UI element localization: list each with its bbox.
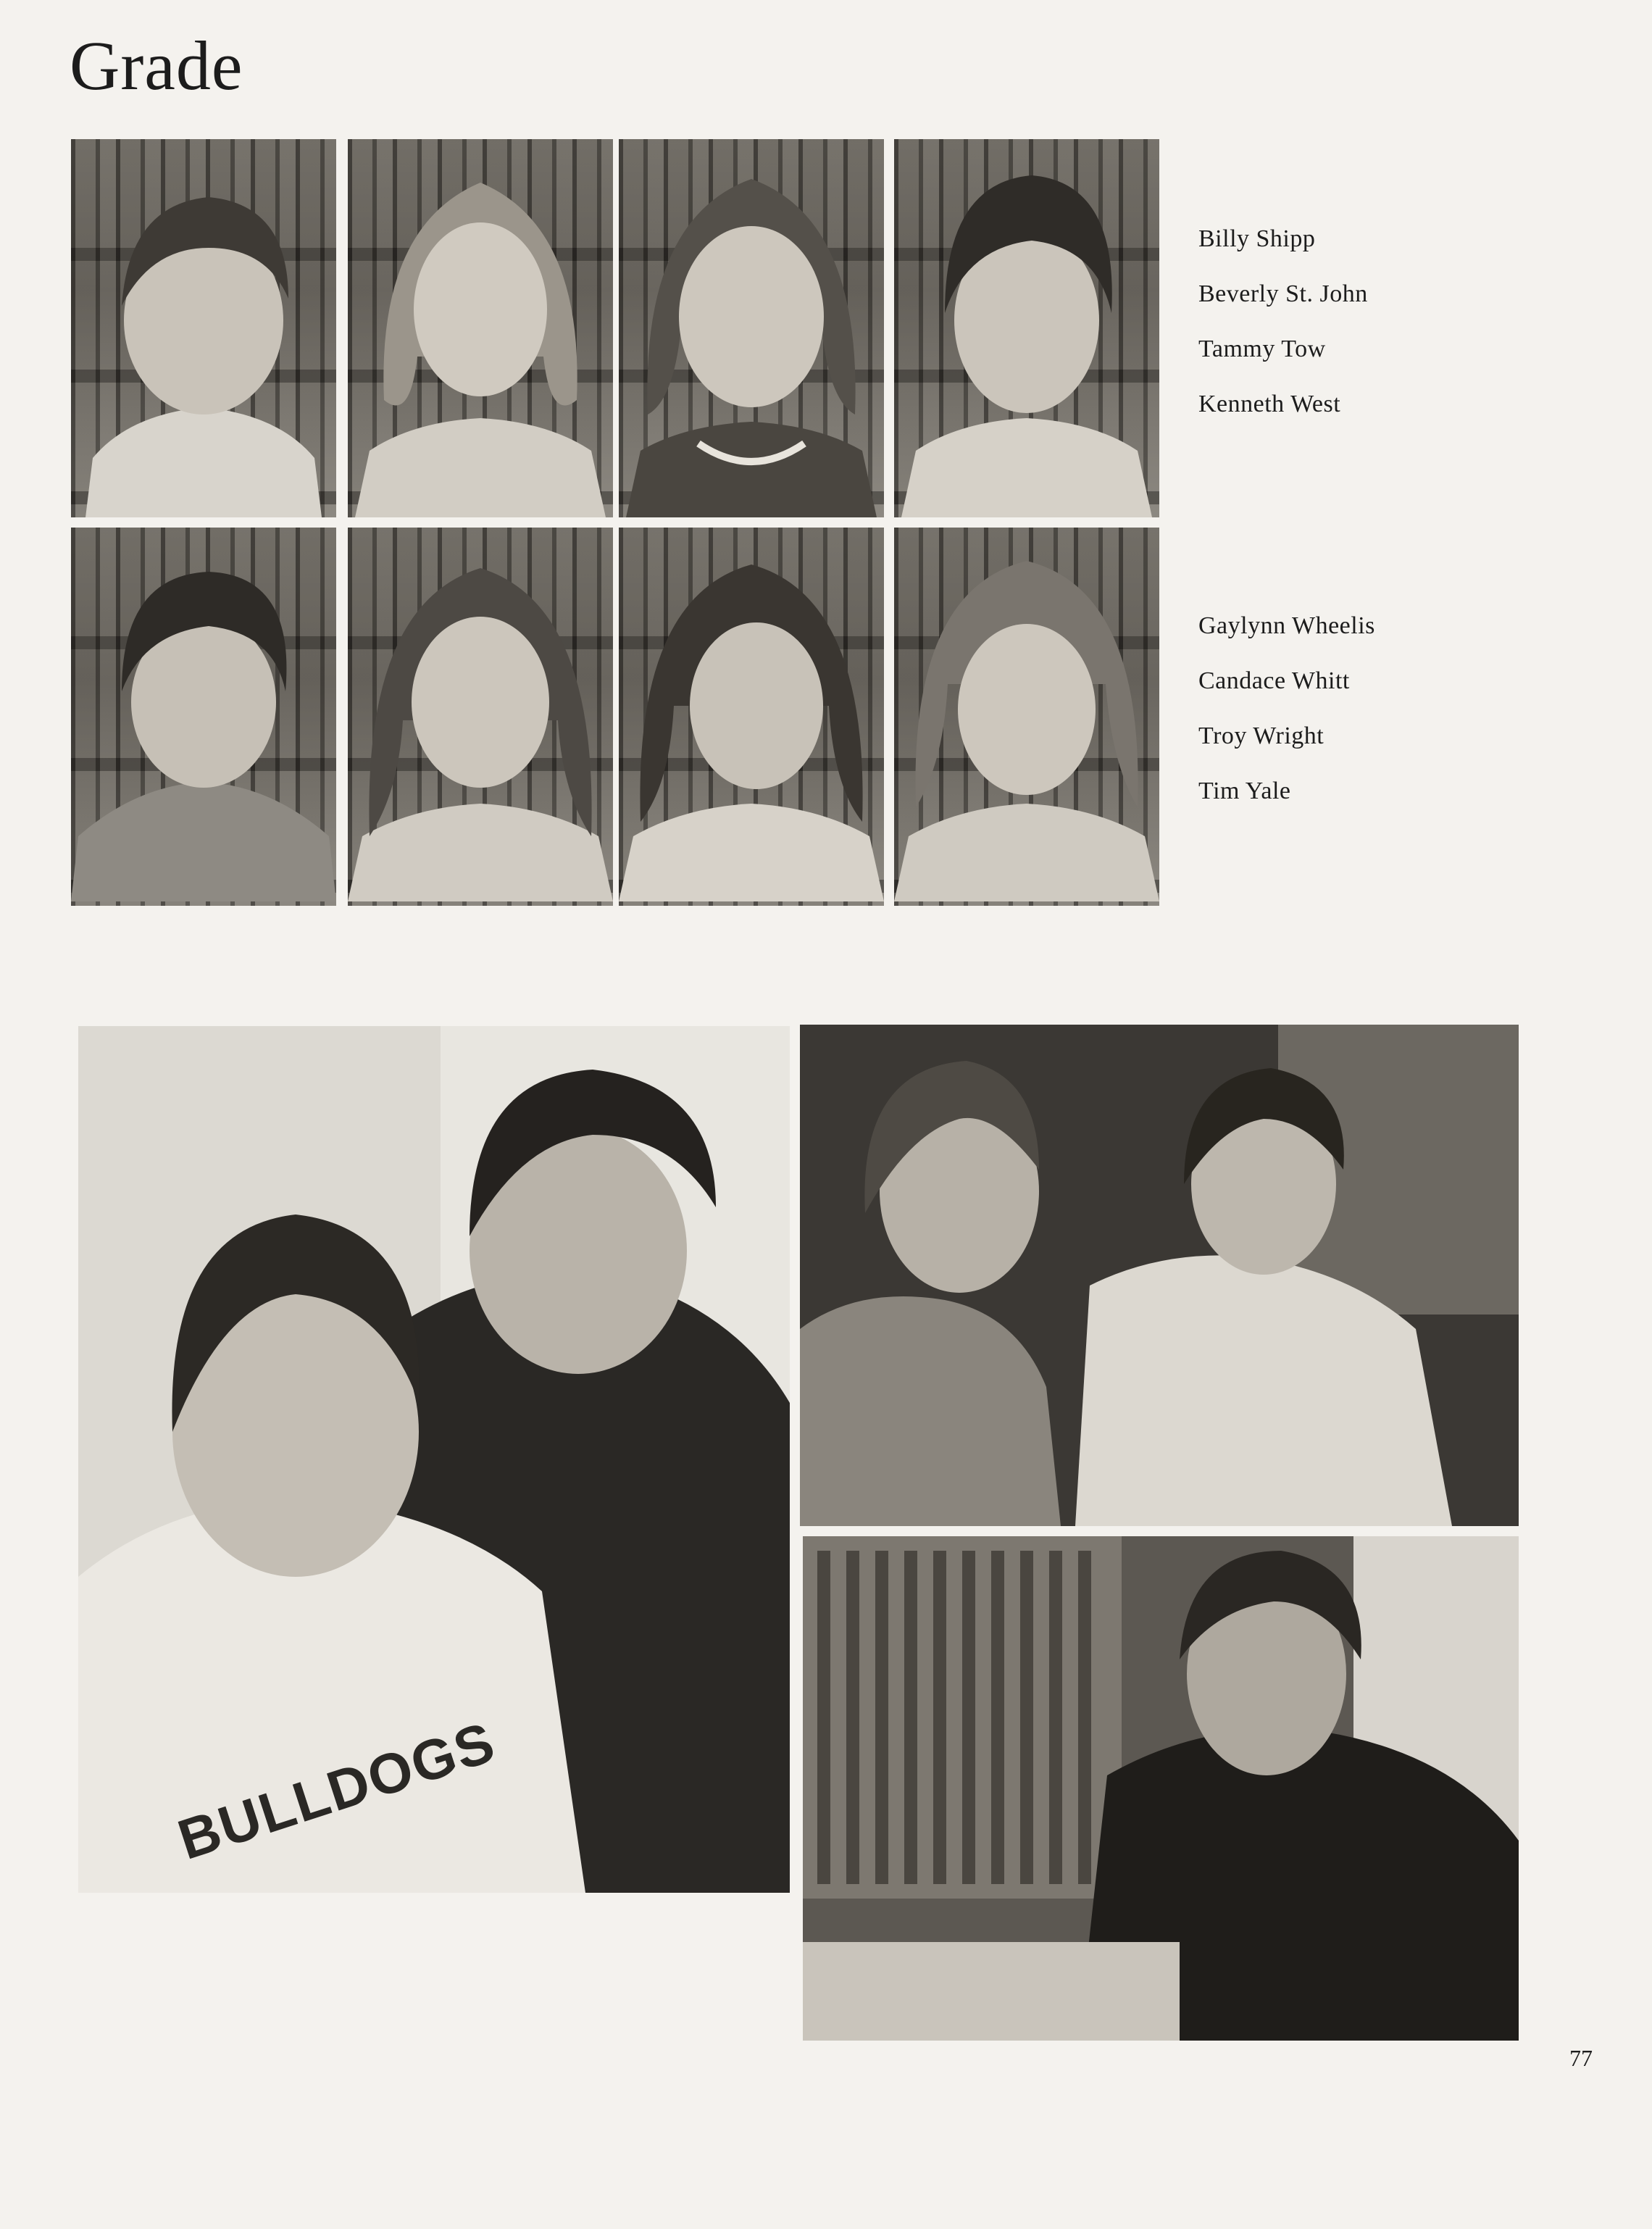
student-name: Candace Whitt	[1198, 667, 1350, 694]
shirt-lettering: BULLDOGS	[170, 1709, 503, 1872]
portrait-figure	[894, 528, 1159, 906]
student-name: Billy Shipp	[1198, 225, 1316, 252]
portrait-billy-shipp	[71, 139, 336, 517]
candid-photo-classroom-boys	[800, 1025, 1519, 1526]
candid-photo-scene	[803, 1536, 1519, 2041]
names-list-row1	[1198, 212, 1368, 432]
portrait-figure	[71, 139, 336, 517]
portrait-figure	[619, 528, 884, 906]
portrait-figure	[348, 139, 613, 517]
portrait-kenneth-west	[894, 139, 1159, 517]
student-name: Tammy Tow	[1198, 336, 1326, 362]
student-name: Tim Yale	[1198, 778, 1291, 804]
page-number: 77	[1569, 2045, 1593, 2071]
portrait-figure	[348, 528, 613, 906]
portrait-tammy-tow	[619, 139, 884, 517]
portrait-tim-yale	[894, 528, 1159, 906]
student-name: Gaylynn Wheelis	[1198, 612, 1375, 639]
student-name: Beverly St. John	[1198, 280, 1368, 307]
portrait-beverly-st-john	[348, 139, 613, 517]
portrait-troy-wright	[619, 528, 884, 906]
student-name: Kenneth West	[1198, 391, 1341, 417]
candid-photo-two-boys	[78, 1026, 790, 1893]
candid-photo-teacher	[803, 1536, 1519, 2041]
portrait-candace-whitt	[348, 528, 613, 906]
portrait-figure	[71, 528, 336, 906]
portrait-figure	[619, 139, 884, 517]
portrait-gaylynn-wheelis	[71, 528, 336, 906]
page-title: Grade	[70, 27, 243, 104]
names-list-row2	[1198, 599, 1375, 819]
portrait-grid	[71, 139, 1159, 897]
portrait-figure	[894, 139, 1159, 517]
candid-photo-scene	[800, 1025, 1519, 1526]
student-name: Troy Wright	[1198, 722, 1324, 749]
